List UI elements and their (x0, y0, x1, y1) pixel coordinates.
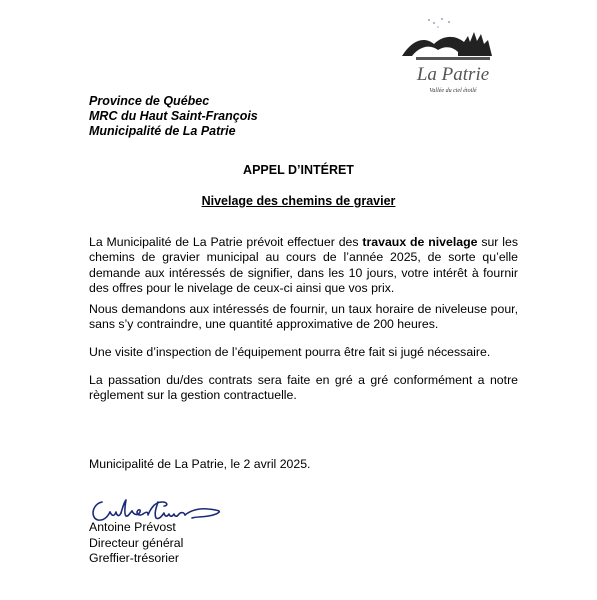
p1-bold: travaux de nivelage (362, 235, 478, 249)
paragraph-4: La passation du/des contrats sera faite en gré a gré conformément a notre règlement sur la gestion contractuelle. (89, 373, 518, 403)
signatory-title-2: Greffier-trésorier (89, 551, 179, 565)
municipality-logo (398, 14, 498, 100)
mountain-skyline-icon (398, 14, 498, 70)
document-subtitle (0, 194, 597, 208)
header-province: Province de Québec (89, 94, 210, 108)
paragraph-1 (89, 235, 518, 296)
subtitle-text: Nivelage des chemins de gravier (201, 194, 396, 208)
logo-tagline: Vallée du ciel étoilé (429, 88, 477, 94)
header-mrc: MRC du Haut Saint-François (89, 109, 258, 123)
p1-text-end: sur les chemins de gravier municipal au cours de l’année 2025, de sorte qu’elle demande aux intéressés de signifier, dans les 10 jours, votre intérêt à fournir des offres pour le nivelage de ceux-ci ainsi que vos prix. (89, 235, 518, 295)
header-municipality: Municipalité de La Patrie (89, 124, 236, 138)
p1-text-start: La Municipalité de La Patrie prévoit effectuer des (89, 235, 363, 249)
signatory-title-1: Directeur général (89, 536, 184, 550)
signatory-name: Antoine Prévost (89, 520, 176, 534)
document-title: APPEL D’INTÉRET (243, 163, 354, 177)
paragraph-2: Nous demandons aux intéressés de fournir, un taux horaire de niveleuse pour, sans s’y contraindre, une quantité approximative de 200 heures. (89, 302, 518, 332)
paragraph-3: Une visite d’inspection de l’équipement pourra être fait si jugé nécessaire. (89, 345, 491, 359)
logo-name: La Patrie (416, 64, 490, 85)
dateline: Municipalité de La Patrie, le 2 avril 2025. (89, 457, 311, 471)
